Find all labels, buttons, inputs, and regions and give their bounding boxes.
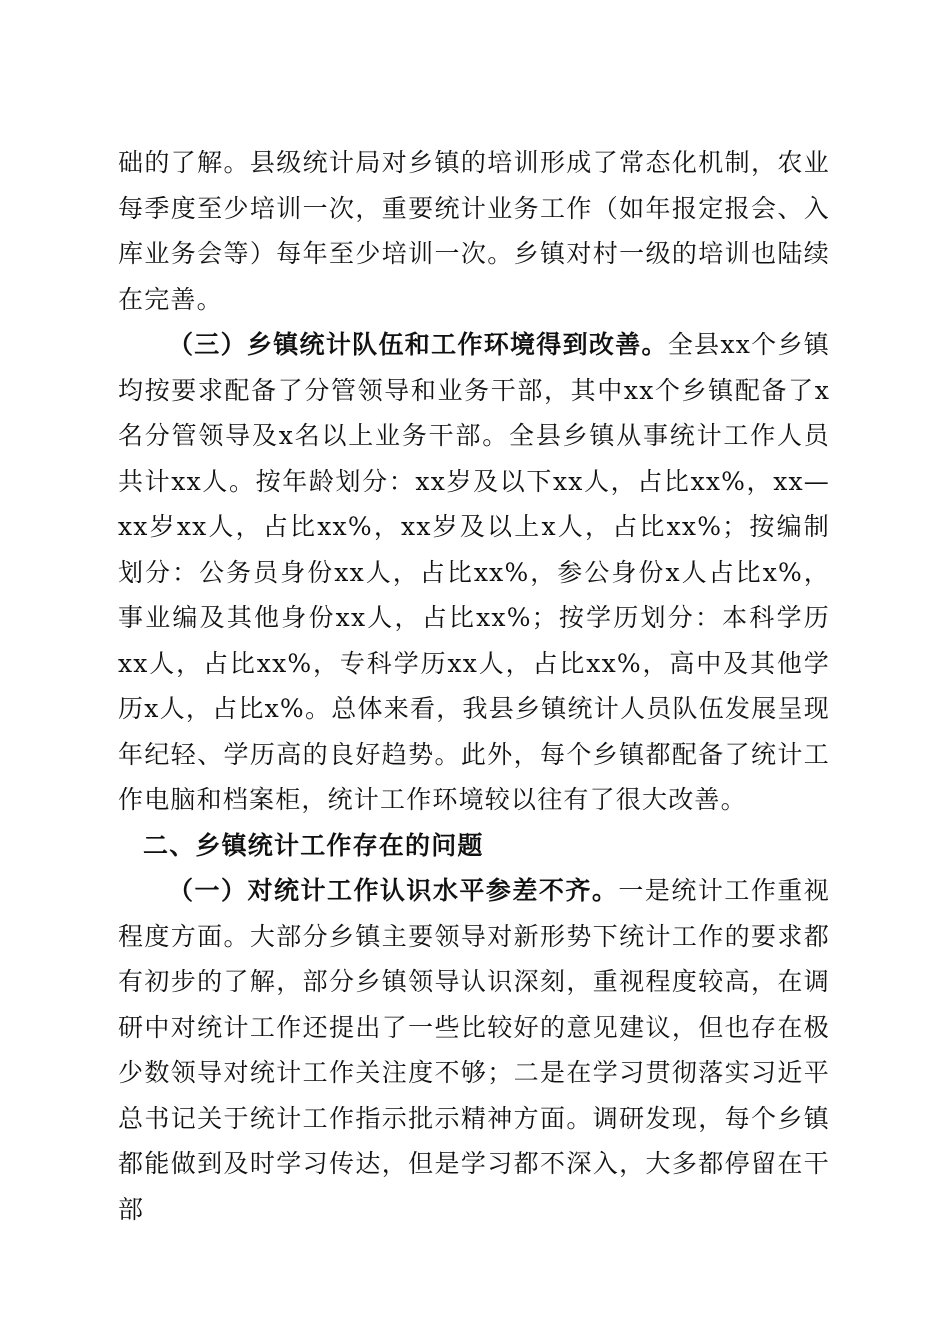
section-lead-1: （一）对统计工作认识水平参差不齐。: [168, 876, 619, 905]
paragraph-team-improvement: [118, 322, 830, 823]
paragraph-training: 础的了解。县级统计局对乡镇的培训形成了常态化机制，农业每季度至少培训一次，重要统计业务工作（如年报定报会、入库业务会等）每年至少培训一次。乡镇对村一级的培训也陆续在完善。: [118, 148, 830, 314]
document-page: [118, 140, 830, 1232]
paragraph-team-body: 全县xx个乡镇均按要求配备了分管领导和业务干部，其中xx个乡镇配备了x名分管领导及x名以上业务干部。全县乡镇从事统计工作人员共计xx人。按年龄划分：xx岁及以下xx人，占比xx%，xx—xx岁xx人，占比xx%，xx岁及以上x人，占比xx%；按编制划分：公务员身份xx人，占比xx%，参公身份x人占比x%，事业编及其他身份xx人，占比xx%；按学历划分：本科学历xx人，占比xx%，专科学历xx人，占比xx%，高中及其他学历x人，占比x%。总体来看，我县乡镇统计人员队伍发展呈现年纪轻、学历高的良好趋势。此外，每个乡镇都配备了统计工作电脑和档案柜，统计工作环境较以往有了很大改善。: [118, 330, 830, 814]
paragraph-awareness: [118, 868, 830, 1232]
section-lead-3: （三）乡镇统计队伍和工作环境得到改善。: [168, 330, 668, 359]
paragraph-awareness-body: 一是统计工作重视程度方面。大部分乡镇主要领导对新形势下统计工作的要求都有初步的了解，部分乡镇领导认识深刻，重视程度较高，在调研中对统计工作还提出了一些比较好的意见建议，但也存在极少数领导对统计工作关注度不够；二是在学习贯彻落实习近平总书记关于统计工作指示批示精神方面。调研发现，每个乡镇都能做到及时学习传达，但是学习都不深入，大多都停留在干部: [118, 876, 830, 1224]
section-heading-problems: 二、乡镇统计工作存在的问题: [143, 830, 484, 860]
